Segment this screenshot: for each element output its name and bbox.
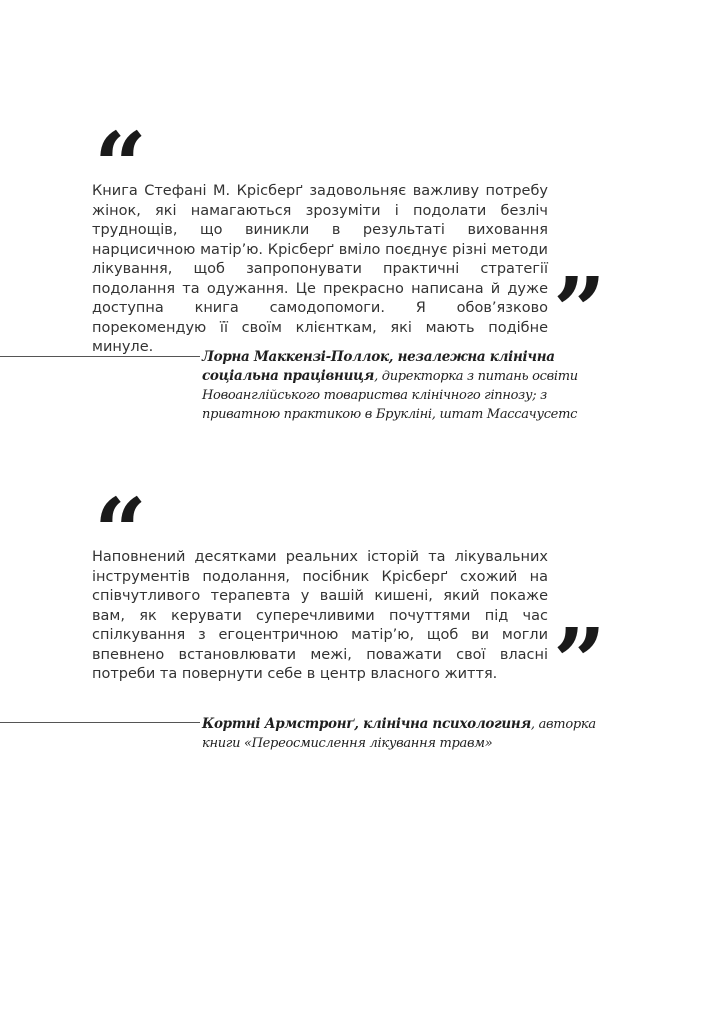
open-quote-icon: “ <box>94 112 141 220</box>
open-quote-icon: “ <box>94 478 141 586</box>
author-name: Кортні Армстронґ, клінічна психологиня <box>202 716 531 732</box>
attribution-rule <box>0 722 200 723</box>
close-quote-icon: ” <box>553 257 600 365</box>
testimonial-attribution <box>202 715 612 753</box>
testimonial-attribution <box>202 348 612 424</box>
attribution-rule <box>0 356 200 357</box>
testimonial-text: Книга Стефані М. Крісберґ задовольняє важливу потребу жінок, які намагаються зрозуміти і подолати безліч труднощів, що виникли в результаті виховання нарцисичною матір’ю. Крісберґ вміло поєднує різні методи лікування, щоб запропонувати практичні стратегії подолання та одужання. Це прекрасно написана й дуже доступна книга самодопомоги. Я обов’язково порекомендую її своїм клієнткам, які мають подібне минуле. <box>92 183 548 355</box>
author-role: , директорка з питань освіти Новоанглійського товариства клінічного гіпнозу; з приватною практикою в Брукліні, штат Массачусетс <box>202 369 578 422</box>
author-name: Лорна Маккензі-Поллок, незалежна клінічна соціальна працівниця <box>202 349 555 384</box>
close-quote-icon: ” <box>553 608 600 716</box>
testimonial-text: Наповнений десятками реальних історій та лікувальних інструментів подолання, посібник Крісберґ схожий на співчутливого терапевта у вашій кишені, який покаже вам, як керувати суперечливими почуттями під час спілкування з егоцентричною матір’ю, щоб ви могли впевнено встановлювати межі, поважати свої власні потреби та повернути себе в центр власного життя. <box>92 549 548 682</box>
author-role: , авторка книги «Переосмислення лікування травм» <box>202 717 596 751</box>
